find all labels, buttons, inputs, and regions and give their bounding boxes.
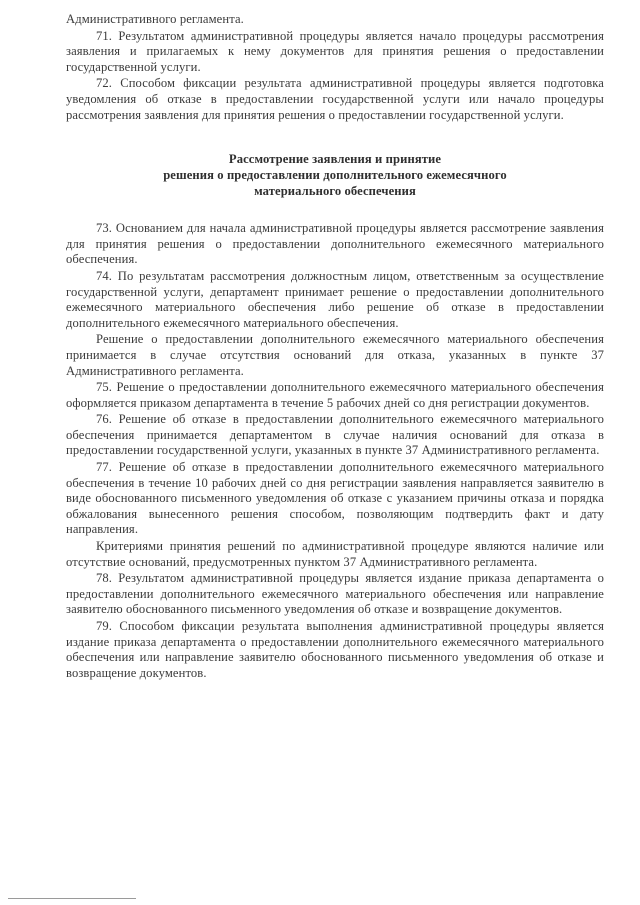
paragraph-76: 76. Решение об отказе в предоставлении дополнительного ежемесячного материального обеспечения принимается департаментом в случае наличия оснований для отказа в предоставлении государственной услуги, указанных в пункте 37 Административного регламента. <box>66 412 604 458</box>
paragraph-74-decision: Решение о предоставлении дополнительного ежемесячного материального обеспечения принимается в случае отсутствия оснований для отказа, указанных в пункте 37 Административного регламента. <box>66 332 604 378</box>
paragraph-77-criteria: Критериями принятия решений по административной процедуре являются наличие или отсутствие оснований, предусмотренных пунктом 37 Административного регламента. <box>66 539 604 569</box>
paragraph-78: 78. Результатом административной процедуры является издание приказа департамента о предоставлении дополнительного ежемесячного материального обеспечения или направление заявителю обоснованного письменного уведомления об отказе и возвращение документов. <box>66 571 604 617</box>
section-heading <box>66 151 604 199</box>
section-heading-line-1: Рассмотрение заявления и принятие <box>228 152 442 167</box>
section-heading-line-2: решения о предоставлении дополнительного ежемесячного <box>163 168 507 183</box>
paragraph-71: 71. Результатом административной процедуры является начало процедуры рассмотрения заявления и прилагаемых к нему документов для принятия решения о предоставлении государственной услуги. <box>66 28 604 74</box>
footnote-separator <box>8 898 136 899</box>
continuation-line: Административного регламента. <box>66 12 244 26</box>
paragraph-74: 74. По результатам рассмотрения должностным лицом, ответственным за осуществление государственной услуги, департамент принимает решение о предоставлении дополнительного ежемесячного материального обеспечения либо решение об отказе в предоставлении дополнительного ежемесячного материального обеспечения. <box>66 268 604 330</box>
paragraph-72: 72. Способом фиксации результата административной процедуры является подготовка уведомления об отказе в предоставлении государственной услуги или начало процедуры рассмотрения заявления для принятия решения о предоставлении государственной услуги. <box>66 76 604 122</box>
paragraph-79: 79. Способом фиксации результата выполнения административной процедуры является издание приказа департамента о предоставлении дополнительного ежемесячного материального обеспечения или направление заявителю обоснованного письменного уведомления об отказе и возвращение документов. <box>66 619 604 680</box>
section-heading-line-3: материального обеспечения <box>254 184 416 199</box>
paragraph-77: 77. Решение об отказе в предоставлении дополнительного ежемесячного материального обеспечения в течение 10 рабочих дней со дня регистрации заявления направляется заявителю в виде обоснованного письменного уведомления об отказе с указанием причины отказа и порядка обжалования вынесенного решения способом, позволяющим подтвердить факт и дату направления. <box>66 460 604 537</box>
paragraph-73: 73. Основанием для начала административной процедуры является рассмотрение заявления для принятия решения о предоставлении дополнительного ежемесячного материального обеспечения. <box>66 221 604 267</box>
document-page <box>66 12 604 681</box>
paragraph-75: 75. Решение о предоставлении дополнительного ежемесячного материального обеспечения оформляется приказом департамента в течение 5 рабочих дней со дня регистрации документов. <box>66 380 604 410</box>
